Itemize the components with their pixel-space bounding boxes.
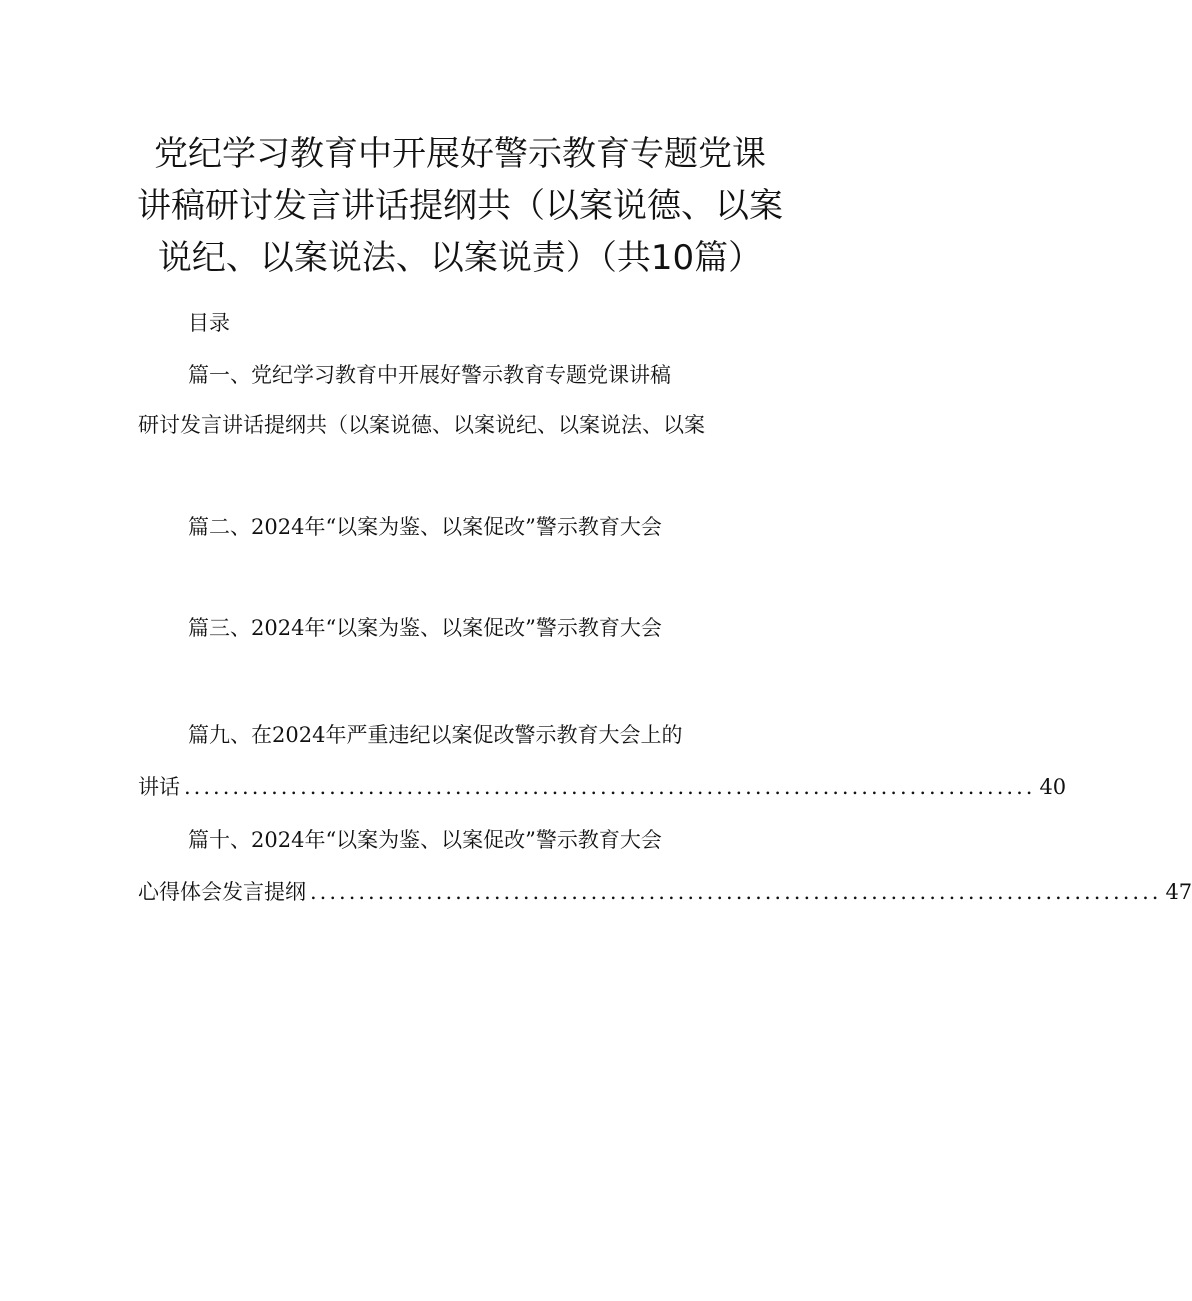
toc-item-9-label: 讲话 (138, 775, 180, 799)
toc-item-3[interactable]: 篇三、2024年“以案为鉴、以案促改”警示教育大会 (188, 616, 662, 640)
title-line-2: 讲稿研讨发言讲话提纲共（以案说德、以案 (137, 186, 783, 226)
toc-item-9-page-number: 40 (1039, 775, 1067, 799)
toc-item-9-line-2[interactable] (138, 772, 1067, 802)
toc-heading: 目录 (188, 311, 230, 335)
toc-item-10-label: 心得体会发言提纲 (138, 880, 306, 904)
document-title (120, 128, 800, 284)
toc-item-2[interactable]: 篇二、2024年“以案为鉴、以案促改”警示教育大会 (188, 515, 662, 539)
title-line-1: 党纪学习教育中开展好警示教育专题党课 (154, 134, 766, 174)
toc-leader-dots: ........................................................................................ (184, 775, 1036, 799)
toc-item-1-line-2[interactable]: 研讨发言讲话提纲共（以案说德、以案说纪、以案说法、以案 (138, 413, 705, 437)
toc-leader-dots: ........................................................................................ (310, 880, 1162, 904)
toc-item-10-page-number: 47 (1165, 880, 1192, 904)
title-line-3: 说纪、以案说法、以案说责）（共10篇） (157, 238, 763, 278)
toc-item-9-line-1[interactable]: 篇九、在2024年严重违纪以案促改警示教育大会上的 (188, 723, 683, 747)
toc-item-1-line-1[interactable]: 篇一、党纪学习教育中开展好警示教育专题党课讲稿 (188, 363, 671, 387)
toc-item-10-line-1[interactable]: 篇十、2024年“以案为鉴、以案促改”警示教育大会 (188, 828, 662, 852)
toc-item-10-line-2[interactable] (138, 877, 1192, 907)
